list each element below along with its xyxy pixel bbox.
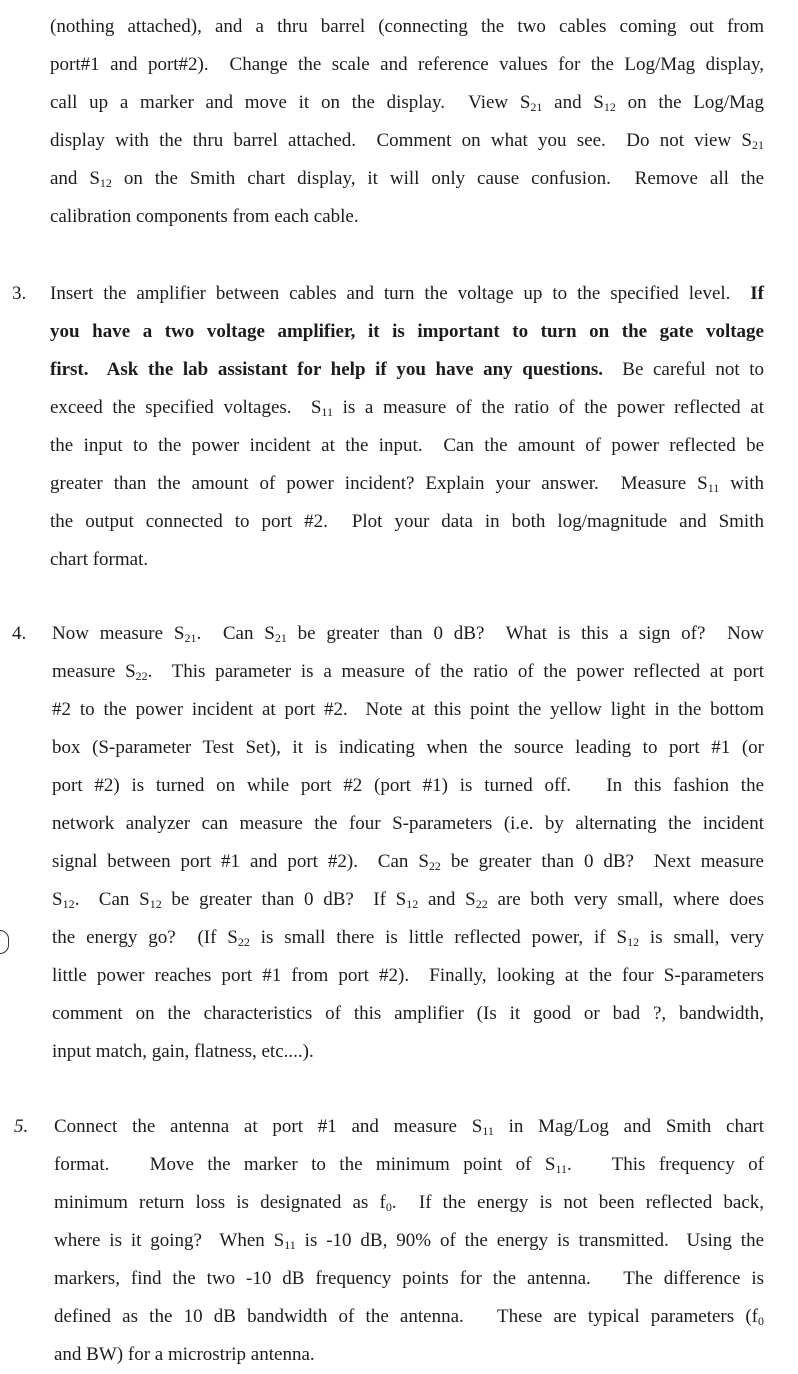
text-run: chart format.: [50, 549, 149, 570]
subscript: 21: [530, 100, 543, 114]
text-run: defined as the 10 dB bandwidth of the antenna. These are typical parameters (f: [54, 1306, 758, 1327]
subscript: 12: [627, 935, 640, 949]
text-line: [50, 503, 764, 541]
text-run: where is it going? When S: [54, 1230, 285, 1251]
text-line: [54, 1336, 315, 1374]
text-run: . If the energy is not been reflected back,: [391, 1192, 764, 1213]
text-run: format. Move the marker to the minimum point of S: [54, 1154, 556, 1175]
text-run: are both very small, where does: [487, 889, 764, 910]
text-run: is a measure of the ratio of the power reflected at: [332, 397, 764, 418]
text-line: [50, 351, 764, 389]
text-line: [54, 1146, 764, 1184]
text-line: [52, 1033, 314, 1071]
text-run: and S: [542, 92, 604, 113]
text-run: network analyzer can measure the four S-parameters (i.e. by alternating the incident: [52, 813, 764, 834]
subscript: 22: [237, 935, 250, 949]
text-run: greater than the amount of power incident? Explain your answer. Measure S: [50, 473, 708, 494]
text-run: and S: [418, 889, 476, 910]
bold-text: If: [750, 283, 764, 304]
subscript: 22: [135, 669, 148, 683]
margin-mark: [0, 930, 9, 954]
text-run: and BW) for a microstrip antenna.: [54, 1344, 315, 1365]
subscript: 12: [406, 897, 419, 911]
text-line: [50, 389, 764, 427]
bold-text: first. Ask the lab assistant for help if you have any questions.: [50, 359, 604, 380]
subscript: 21: [274, 631, 287, 645]
text-line: [50, 275, 764, 313]
text-line: [50, 541, 148, 579]
text-run: with: [719, 473, 765, 494]
text-line: [52, 881, 764, 919]
subscript: 11: [284, 1238, 296, 1252]
text-run: . This frequency of: [567, 1154, 764, 1175]
text-line: [52, 995, 764, 1033]
text-line: [54, 1298, 764, 1336]
subscript: 11: [482, 1124, 494, 1138]
text-line: [50, 313, 764, 351]
text-run: . Can S: [74, 889, 150, 910]
text-run: be greater than 0 dB? If S: [161, 889, 407, 910]
text-run: . This parameter is a measure of the ratio of the power reflected at port: [147, 661, 764, 682]
text-run: (nothing attached), and a thru barrel (connecting the two cables coming out from: [50, 16, 764, 37]
text-run: calibration components from each cable.: [50, 206, 359, 227]
text-line: [50, 160, 764, 198]
text-line: [52, 653, 764, 691]
subscript: 22: [428, 859, 441, 873]
text-run: exceed the specified voltages. S: [50, 397, 322, 418]
text-run: is -10 dB, 90% of the energy is transmitted. Using the: [295, 1230, 764, 1251]
subscript: 21: [752, 138, 764, 152]
text-line: [52, 691, 764, 729]
text-line: [50, 198, 359, 236]
text-run: Connect the antenna at port #1 and measure S: [54, 1116, 483, 1137]
text-run: be greater than 0 dB? Next measure: [440, 851, 764, 872]
text-run: call up a marker and move it on the display. View S: [50, 92, 531, 113]
subscript: 11: [555, 1162, 568, 1176]
text-line: [52, 615, 764, 653]
text-line: [52, 767, 764, 805]
text-run: Insert the amplifier between cables and turn the voltage up to the specified level.: [50, 283, 751, 304]
text-run: and S: [50, 168, 100, 189]
item-number: 4.: [12, 623, 27, 644]
subscript: 12: [99, 176, 112, 190]
text-run: Now measure S: [52, 623, 185, 644]
text-run: is small there is little reflected power, if S: [249, 927, 628, 948]
text-run: box (S-parameter Test Set), it is indicating when the source leading to port #1 (or: [52, 737, 764, 758]
subscript: 11: [707, 481, 720, 495]
text-line: [50, 8, 764, 46]
text-run: . Can S: [196, 623, 275, 644]
text-run: port#1 and port#2). Change the scale and reference values for the Log/Mag display,: [50, 54, 764, 75]
text-line: [50, 84, 764, 122]
text-line: [50, 427, 764, 465]
subscript: 12: [149, 897, 162, 911]
text-run: in Mag/Log and Smith chart: [493, 1116, 764, 1137]
text-line: [50, 465, 764, 503]
text-run: measure S: [52, 661, 136, 682]
text-line: [50, 46, 764, 84]
text-run: the output connected to port #2. Plot your data in both log/magnitude and Smith: [50, 511, 764, 532]
subscript: 12: [603, 100, 616, 114]
text-line: [52, 843, 764, 881]
text-run: Be careful not to: [603, 359, 764, 380]
text-run: markers, find the two -10 dB frequency points for the antenna. The difference is: [54, 1268, 764, 1289]
text-line: [52, 729, 764, 767]
subscript: 0: [385, 1200, 392, 1214]
text-run: signal between port #1 and port #2). Can S: [52, 851, 429, 872]
bold-text: you have a two voltage amplifier, it is important to turn on the gate voltage: [50, 321, 764, 342]
text-line: [50, 122, 764, 160]
text-line: [54, 1260, 764, 1298]
text-run: the energy go? (If S: [52, 927, 238, 948]
text-line: [52, 919, 764, 957]
text-run: S: [52, 889, 63, 910]
text-run: port #2) is turned on while port #2 (port #1) is turned off. In this fashion the: [52, 775, 764, 796]
text-line: [54, 1184, 764, 1222]
text-run: on the Log/Mag: [615, 92, 764, 113]
subscript: 21: [184, 631, 197, 645]
text-line: [52, 957, 764, 995]
text-run: the input to the power incident at the input. Can the amount of power reflected be: [50, 435, 764, 456]
subscript: 22: [475, 897, 488, 911]
text-run: display with the thru barrel attached. Comment on what you see. Do not view S: [50, 130, 752, 151]
item-number: 5.: [14, 1116, 29, 1137]
text-run: on the Smith chart display, it will only cause confusion. Remove all the: [111, 168, 765, 189]
subscript: 11: [321, 405, 333, 419]
text-run: be greater than 0 dB? What is this a sign of? Now: [286, 623, 765, 644]
text-run: is small, very: [639, 927, 765, 948]
text-run: input match, gain, flatness, etc....).: [52, 1041, 314, 1062]
text-line: [54, 1222, 764, 1260]
text-run: minimum return loss is designated as f: [54, 1192, 386, 1213]
item-number: 3.: [12, 283, 27, 304]
text-run: comment on the characteristics of this amplifier (Is it good or bad ?, bandwidth,: [52, 1003, 764, 1024]
text-line: [54, 1108, 764, 1146]
text-line: [52, 805, 764, 843]
text-run: little power reaches port #1 from port #2). Finally, looking at the four S-parameters: [52, 965, 764, 986]
text-run: #2 to the power incident at port #2. Note at this point the yellow light in the bottom: [52, 699, 764, 720]
subscript: 12: [62, 897, 75, 911]
subscript: 0: [758, 1314, 764, 1328]
